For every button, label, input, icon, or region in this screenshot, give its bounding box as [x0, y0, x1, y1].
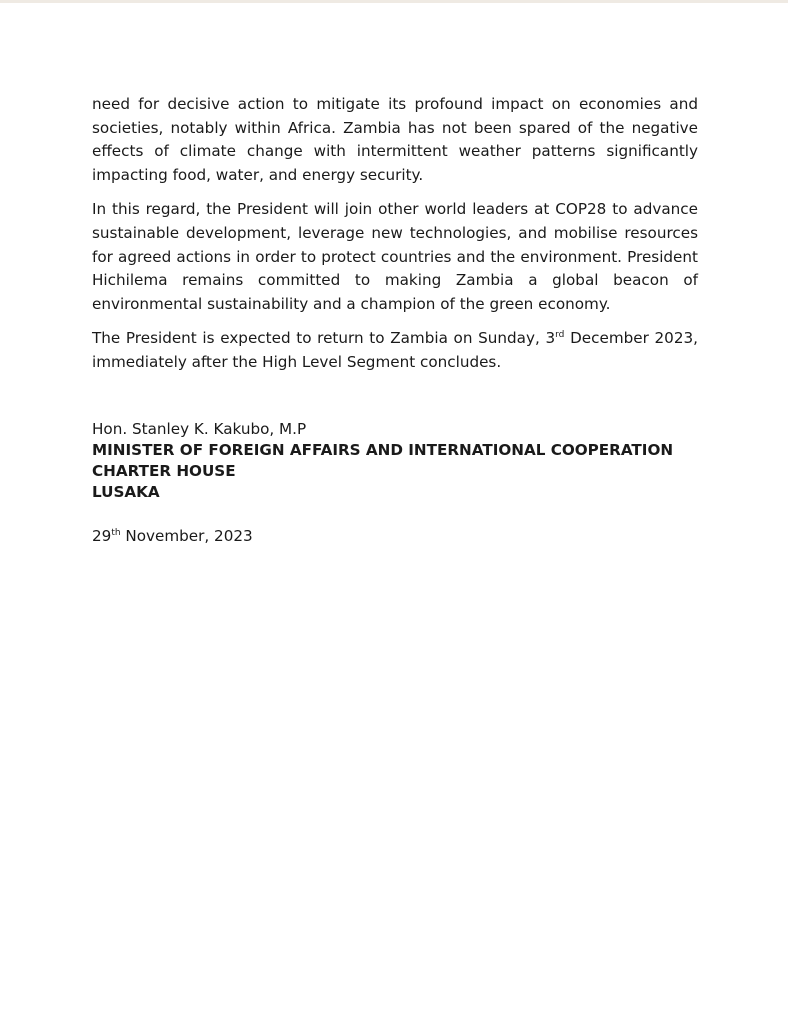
ordinal-suffix-rd: rd [555, 330, 565, 341]
signature-block [92, 419, 698, 503]
signatory-name: Hon. Stanley K. Kakubo, M.P [92, 419, 307, 438]
signatory-title: MINISTER OF FOREIGN AFFAIRS AND INTERNATIONAL COOPERATION [92, 440, 674, 459]
address-line-1: CHARTER HOUSE [92, 461, 236, 480]
body-paragraph-3 [92, 327, 698, 374]
date-day: 29 [92, 526, 112, 545]
date-rest: November, 2023 [120, 526, 253, 545]
paragraph-3-after: December 2023, immediately after the High Level Segment concludes. [92, 329, 698, 371]
page-top-edge [0, 0, 788, 3]
date-ordinal-suffix: th [111, 527, 121, 538]
document-date [92, 526, 698, 547]
body-paragraph-2: In this regard, the President will join other world leaders at COP28 to advance sustainable development, leverage new technologies, and mobilise resources for agreed actions in order to protect countries and the environment. President Hichilema remains committed to making Zambia a global beacon of environmental sustainability and a champion of the green economy. [92, 200, 698, 313]
body-paragraph-1: need for decisive action to mitigate its profound impact on economies and societies, notably within Africa. Zambia has not been spared of the negative effects of climate change with intermittent weather patterns significantly impacting food, water, and energy security. [92, 95, 698, 184]
document-page [92, 93, 698, 547]
address-line-2: LUSAKA [92, 482, 160, 501]
paragraph-3-before: The President is expected to return to Zambia on Sunday, 3 [92, 329, 556, 348]
